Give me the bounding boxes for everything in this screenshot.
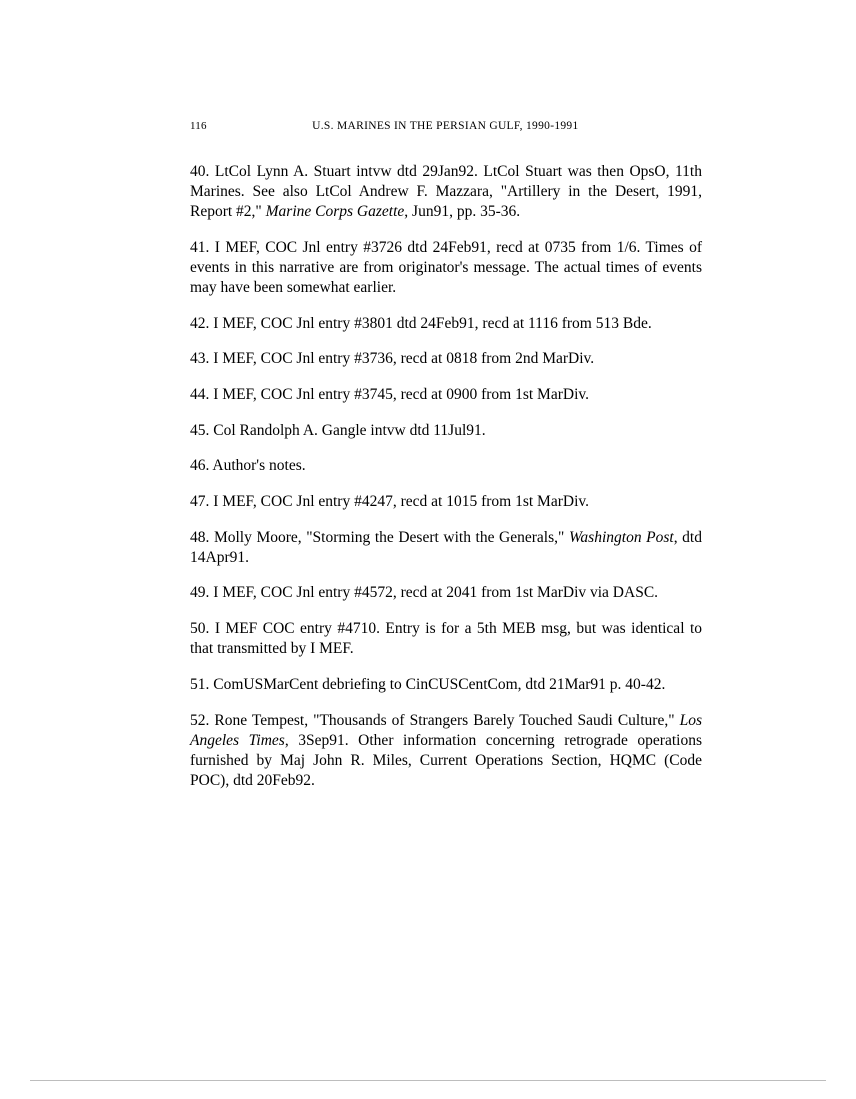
endnote-text: 45. Col Randolph A. Gangle intvw dtd 11Jul91. [190,421,486,439]
endnote-text: 50. I MEF COC entry #4710. Entry is for a 5th MEB msg, but was identical to that transmitted by I MEF. [190,620,702,658]
endnote-paragraph [190,492,702,512]
endnote-paragraph [190,385,702,405]
endnote-text: , Jun91, pp. 35-36. [404,203,521,221]
endnote-text: 49. I MEF, COC Jnl entry #4572, recd at 2041 from 1st MarDiv via DASC. [190,584,659,602]
page-bottom-rule [30,1080,826,1081]
endnote-paragraph [190,528,702,568]
endnote-paragraph [190,421,702,441]
endnote-text: 51. ComUSMarCent debriefing to CinCUSCentCom, dtd 21Mar91 p. 40-42. [190,675,666,693]
endnote-paragraph [190,238,702,298]
endnote-text: 46. Author's notes. [190,457,306,475]
page-content [190,120,702,791]
page-number: 116 [190,120,207,132]
endnote-text: 40. LtCol Lynn A. Stuart intvw dtd 29Jan92. LtCol Stuart was then OpsO, 11th Marines. See also LtCol Andrew F. Mazzara, "Artillery in the Desert, 1991, Report #2," [190,163,702,221]
endnote-text: 48. Molly Moore, "Storming the Desert with the Generals," [190,528,569,546]
endnote-text: 43. I MEF, COC Jnl entry #3736, recd at 0818 from 2nd MarDiv. [190,350,595,368]
endnote-paragraph [190,583,702,603]
endnote-paragraph [190,349,702,369]
endnote-text: 47. I MEF, COC Jnl entry #4247, recd at 1015 from 1st MarDiv. [190,493,589,511]
endnote-paragraph [190,456,702,476]
endnote-paragraph [190,314,702,334]
endnote-text: , dtd 14Apr91. [190,528,702,566]
running-head: U.S. MARINES IN THE PERSIAN GULF, 1990-1991 [312,120,579,132]
endnotes-list [190,162,702,791]
endnote-text: 52. Rone Tempest, "Thousands of Strangers Barely Touched Saudi Culture," [190,711,680,729]
endnote-paragraph [190,619,702,659]
endnote-paragraph [190,711,702,792]
endnote-text: 44. I MEF, COC Jnl entry #3745, recd at 0900 from 1st MarDiv. [190,386,589,404]
endnote-text: 41. I MEF, COC Jnl entry #3726 dtd 24Feb91, recd at 0735 from 1/6. Times of events in this narrative are from originator's message. The actual times of events may have been somewhat earlier. [190,238,702,297]
endnote-text: 42. I MEF, COC Jnl entry #3801 dtd 24Feb91, recd at 1116 from 513 Bde. [190,314,652,332]
endnote-text: , 3Sep91. Other information concerning retrograde operations furnished by Maj John R. Miles, Current Operations Section, HQMC (Code POC), dtd 20Feb92. [190,731,702,789]
endnote-paragraph [190,675,702,695]
page-header [190,120,702,132]
endnote-title-italic: Los Angeles Times [190,711,702,749]
endnote-title-italic: Marine Corps Gazette [265,203,405,221]
endnote-title-italic: Washington Post [568,528,674,546]
endnote-paragraph [190,162,702,222]
